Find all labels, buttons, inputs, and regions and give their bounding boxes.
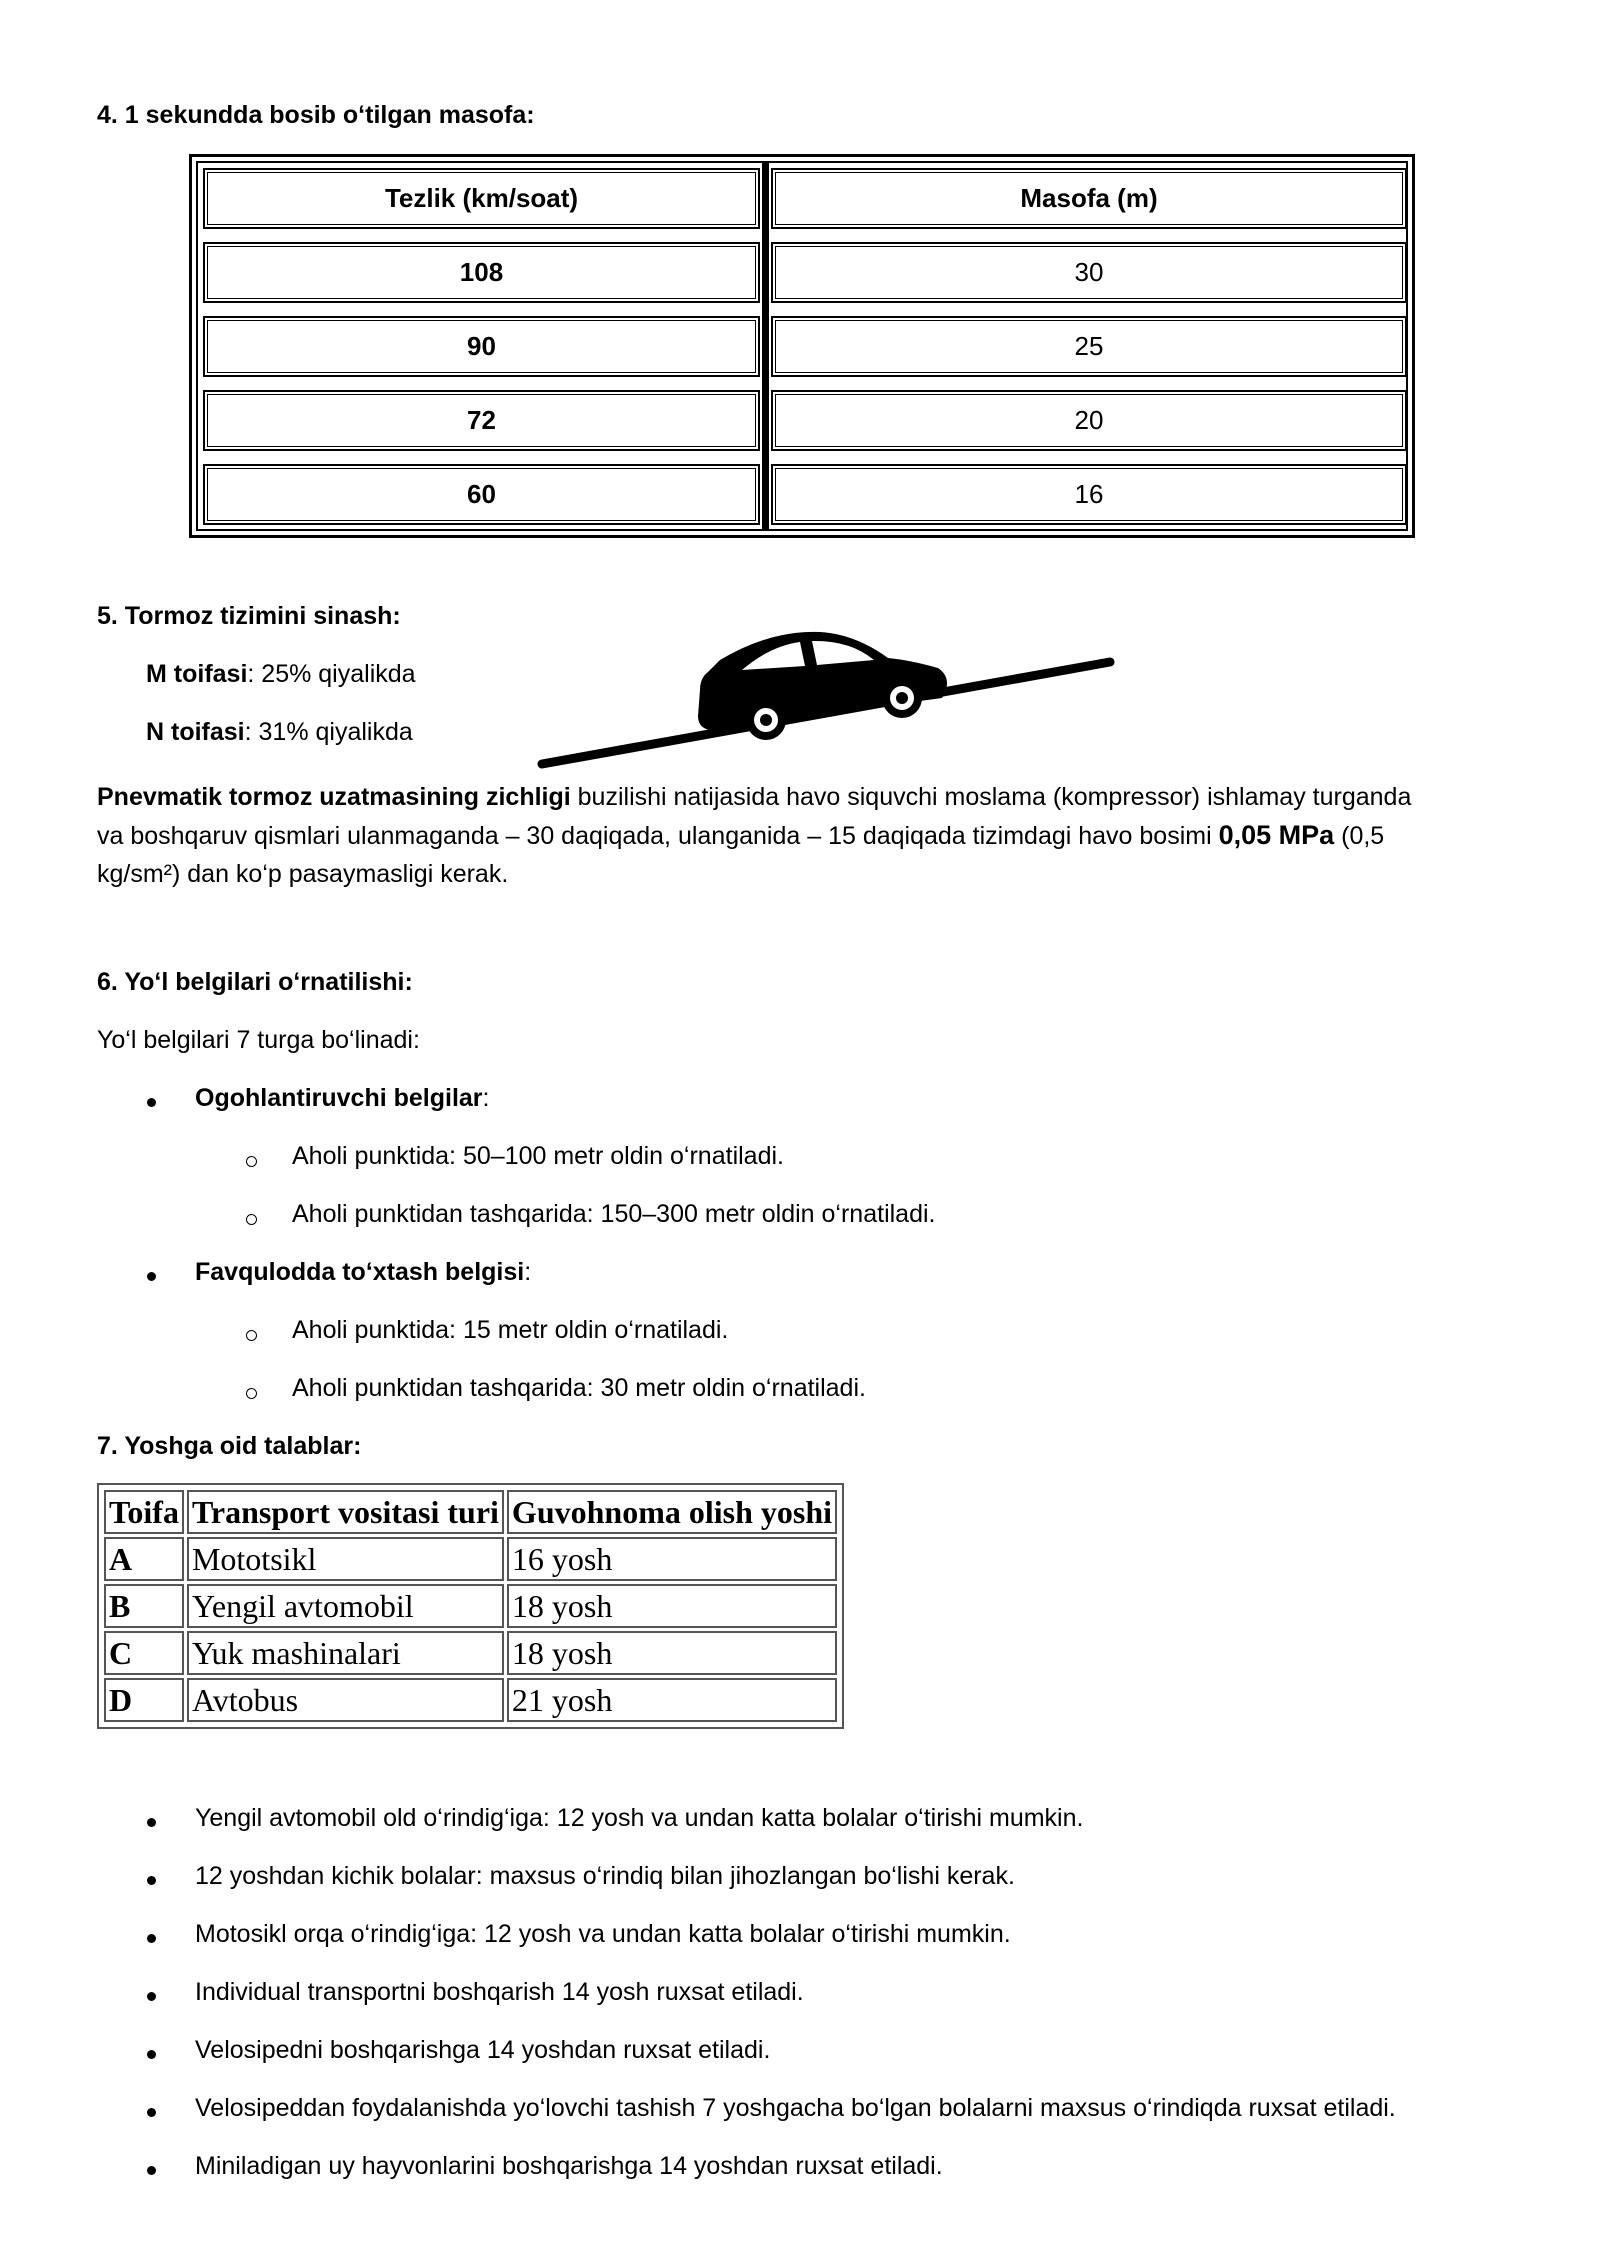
list-item: Aholi punktidan tashqarida: 150–300 metr oldin o‘rnatiladi.: [292, 1200, 936, 1228]
table-cell-speed: 90: [203, 316, 760, 377]
section-5-heading: 5. Tormoz tizimini sinash:: [97, 602, 401, 630]
sign-group-suffix: :: [482, 1084, 490, 1112]
vehicle-type-cell: Yengil avtomobil: [187, 1584, 504, 1628]
pneumatic-brake-paragraph: [97, 778, 1537, 893]
table-cell-distance: 16: [771, 464, 1407, 525]
circle-bullet-icon: [246, 1330, 257, 1341]
circle-bullet-icon: [246, 1388, 257, 1399]
sign-group-name: Favqulodda to‘xtash belgisi: [195, 1258, 525, 1286]
bullet-icon: [147, 1272, 156, 1281]
table-row: [104, 1537, 837, 1581]
list-item: Miniladigan uy hayvonlarini boshqarishga 14 yoshdan ruxsat etiladi.: [195, 2152, 943, 2180]
bullet-icon: [147, 1876, 156, 1885]
table-cell-speed: 60: [203, 464, 760, 525]
bullet-icon: [147, 2050, 156, 2059]
table-row: [104, 1584, 837, 1628]
m-category-text: : 25% qiyalikda: [247, 660, 416, 688]
paragraph-text: va boshqaruv qismlari ulanmaganda – 30 daqiqada, ulanganida – 15 daqiqada tizimdagi havo bosimi: [97, 822, 1219, 850]
table-column-separator: [762, 162, 769, 530]
paragraph-text: (0,5: [1334, 822, 1385, 850]
category-cell: C: [104, 1631, 184, 1675]
list-item: 12 yoshdan kichik bolalar: maxsus o‘rindiq bilan jihozlangan bo‘lishi kerak.: [195, 1862, 1015, 1890]
table-row: [104, 1678, 837, 1722]
table-cell-distance: 25: [771, 316, 1407, 377]
table-cell-speed: 108: [203, 242, 760, 303]
sign-group-suffix: :: [524, 1258, 532, 1286]
table-header-distance: Masofa (m): [771, 168, 1407, 229]
category-cell: A: [104, 1537, 184, 1581]
circle-bullet-icon: [246, 1156, 257, 1167]
license-age-cell: 16 yosh: [507, 1537, 837, 1581]
bullet-icon: [147, 1098, 156, 1107]
table-cell-speed: 72: [203, 390, 760, 451]
bullet-icon: [147, 1818, 156, 1827]
paragraph-bold-term: Pnevmatik tormoz uzatmasining zichligi: [97, 783, 571, 811]
vehicle-type-cell: Avtobus: [187, 1678, 504, 1722]
table-cell-distance: 20: [771, 390, 1407, 451]
vehicle-type-cell: Yuk mashinalari: [187, 1631, 504, 1675]
section-6-heading: 6. Yo‘l belgilari o‘rnatilishi:: [97, 968, 413, 996]
category-cell: D: [104, 1678, 184, 1722]
list-item: Aholi punktidan tashqarida: 30 metr oldin o‘rnatiladi.: [292, 1374, 866, 1402]
section-6-intro: Yo‘l belgilari 7 turga bo‘linadi:: [97, 1026, 420, 1054]
age-requirements-table: [97, 1483, 844, 1729]
m-category-line: [146, 660, 416, 689]
table-header: Transport vositasi turi: [187, 1490, 504, 1534]
bullet-icon: [147, 2166, 156, 2175]
table-header: Guvohnoma olish yoshi: [507, 1490, 837, 1534]
paragraph-text: buzilishi natijasida havo siquvchi moslama (kompressor) ishlamay turganda: [570, 783, 1412, 811]
table-header: Toifa: [104, 1490, 184, 1534]
section-4-heading: 4. 1 sekundda bosib o‘tilgan masofa:: [97, 101, 535, 129]
sign-group-name: Ogohlantiruvchi belgilar: [195, 1084, 483, 1112]
paragraph-text: kg/sm²) dan ko‘p pasaymasligi kerak.: [97, 860, 509, 888]
bullet-icon: [147, 1992, 156, 2001]
pressure-value: 0,05 MPa: [1218, 820, 1335, 850]
bullet-icon: [147, 2108, 156, 2117]
list-item: Individual transportni boshqarish 14 yosh ruxsat etiladi.: [195, 1978, 804, 2006]
license-age-cell: 18 yosh: [507, 1631, 837, 1675]
license-age-cell: 21 yosh: [507, 1678, 837, 1722]
list-item: Motosikl orqa o‘rindig‘iga: 12 yosh va undan katta bolalar o‘tirishi mumkin.: [195, 1920, 1011, 1948]
sign-group-label: [195, 1258, 531, 1287]
n-category-label: N toifasi: [146, 718, 245, 746]
bullet-icon: [147, 1934, 156, 1943]
list-item: Velosipeddan foydalanishda yo‘lovchi tashish 7 yoshgacha bo‘lgan bolalarni maxsus o‘rindiqda ruxsat etiladi.: [195, 2094, 1396, 2122]
list-item: Yengil avtomobil old o‘rindig‘iga: 12 yosh va undan katta bolalar o‘tirishi mumkin.: [195, 1804, 1084, 1832]
category-cell: B: [104, 1584, 184, 1628]
table-cell-distance: 30: [771, 242, 1407, 303]
list-item: Velosipedni boshqarishga 14 yoshdan ruxsat etiladi.: [195, 2036, 771, 2064]
table-header-speed: Tezlik (km/soat): [203, 168, 760, 229]
table-row: [104, 1631, 837, 1675]
circle-bullet-icon: [246, 1214, 257, 1225]
vehicle-type-cell: Mototsikl: [187, 1537, 504, 1581]
speed-distance-table: [189, 154, 1415, 538]
m-category-label: M toifasi: [146, 660, 248, 688]
list-item: Aholi punktida: 50–100 metr oldin o‘rnatiladi.: [292, 1142, 784, 1170]
section-7-heading: 7. Yoshga oid talablar:: [97, 1432, 362, 1460]
car-on-slope-icon: [530, 620, 1130, 770]
sign-group-label: [195, 1084, 490, 1113]
n-category-line: [146, 718, 413, 747]
list-item: Aholi punktida: 15 metr oldin o‘rnatiladi.: [292, 1316, 729, 1344]
license-age-cell: 18 yosh: [507, 1584, 837, 1628]
n-category-text: : 31% qiyalikda: [244, 718, 413, 746]
